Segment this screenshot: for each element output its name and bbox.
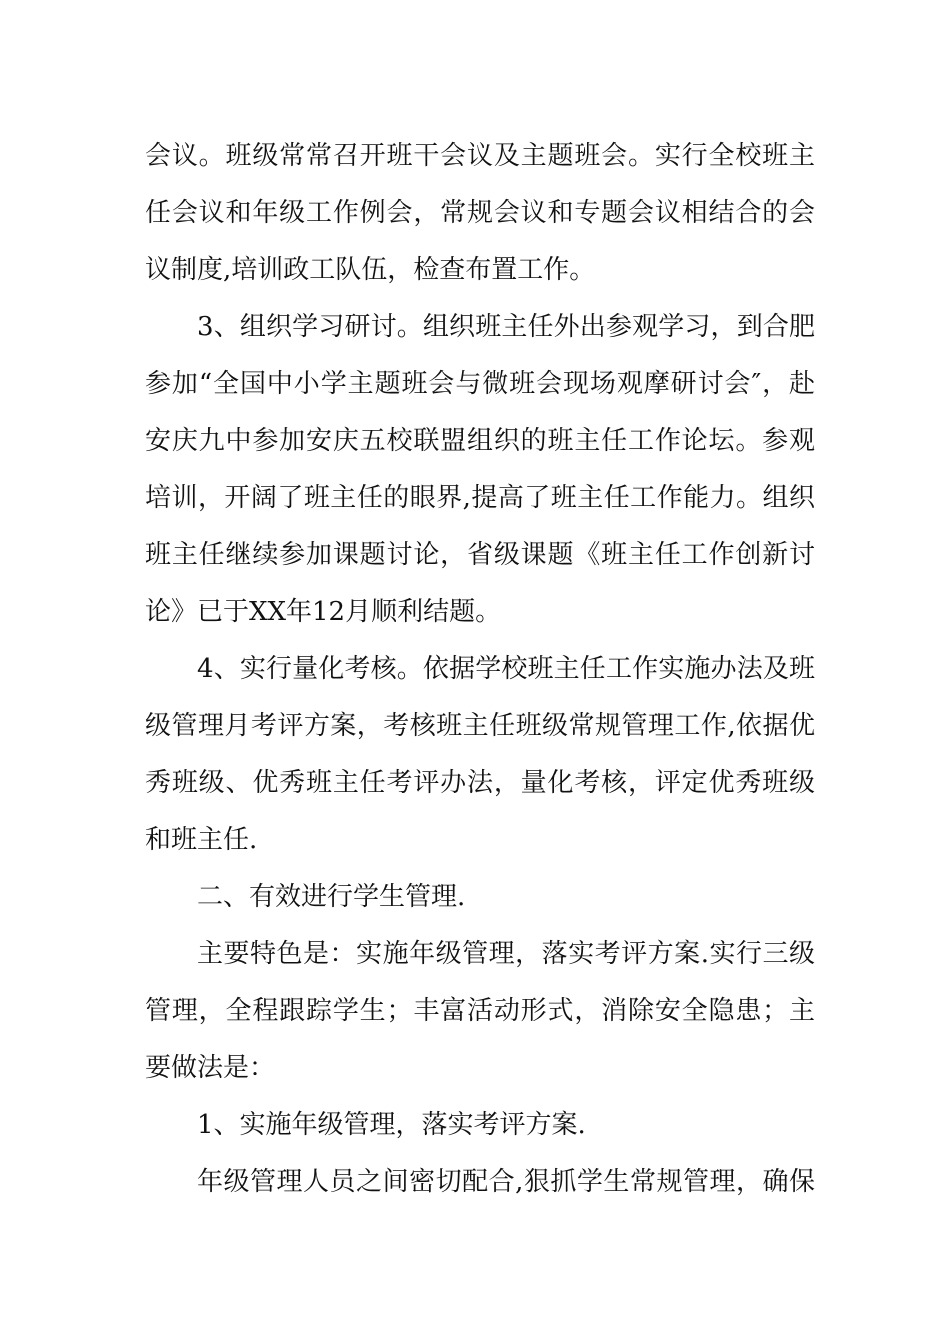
subheading-grade-management: 1、实施年级管理，落实考评方案. [197, 1110, 586, 1140]
paragraph-study-seminar: 3、组织学习研讨。组织班主任外出参观学习，到合肥参加“全国中小学主题班会与微班会现场观摩研讨会″，赴安庆九中参加安庆五校联盟组织的班主任工作论坛。参观培训，开阔了班主任的眼界,提高了班主任工作能力。组织班主任继续参加课题讨论，省级课题《班主任工作创新讨论》已于XX年12月顺利结题。 [145, 312, 815, 627]
paragraph-grade-staff-cooperation: 年级管理人员之间密切配合,狠抓学生常规管理，确保 [197, 1167, 815, 1197]
paragraph-quantitative-assessment: 4、实行量化考核。依据学校班主任工作实施办法及班级管理月考评方案，考核班主任班级常规管理工作,依据优秀班级、优秀班主任考评办法，量化考核，评定优秀班级和班主任. [145, 654, 815, 855]
paragraph-main-features: 主要特色是：实施年级管理，落实考评方案.实行三级管理，全程跟踪学生；丰富活动形式，消除安全隐患；主要做法是： [145, 939, 815, 1083]
document-body [145, 128, 815, 1211]
section-heading-student-management: 二、有效进行学生管理. [197, 882, 466, 912]
paragraph-meeting-system: 会议。班级常常召开班干会议及主题班会。实行全校班主任会议和年级工作例会，常规会议和专题会议相结合的会议制度,培训政工队伍，检查布置工作。 [145, 141, 815, 285]
